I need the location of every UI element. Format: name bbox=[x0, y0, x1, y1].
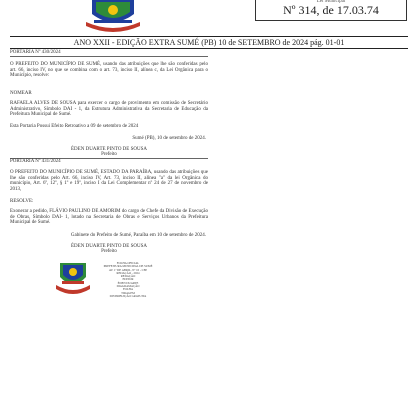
portaria-430-heading: NOMEAR bbox=[10, 91, 32, 96]
footer-line: PREFEITURA MUNICIPAL DE SUMÉ bbox=[103, 264, 153, 269]
portaria-431-heading: RESOLVE: bbox=[10, 199, 34, 204]
banner-text: ANO XXII - EDIÇÃO EXTRA SUMÉ (PB) 10 de SETEMBRO de 2024 pág. 01-01 bbox=[73, 38, 345, 47]
edition-box bbox=[255, 0, 407, 21]
footer-line: REDAÇÃO - 2024 bbox=[116, 270, 140, 275]
portaria-431-place-date: Gabinete do Prefeito de Sumé, Paraíba em 10 de setembro de 2024. bbox=[70, 233, 206, 238]
municipal-logo bbox=[82, 0, 144, 32]
edition-number: Nº 314, de 17.03.74 bbox=[283, 3, 379, 17]
footer-line: EDITOR bbox=[122, 277, 134, 282]
footer-logo bbox=[54, 261, 92, 297]
portaria-431-number: PORTARIA Nº 431/2024 bbox=[10, 159, 61, 164]
portaria-431-signer: ÉDEN DUARTE PINTO DE SOUSA bbox=[71, 244, 147, 249]
footer-line: TIRAGEM bbox=[121, 290, 135, 295]
footer-line: FOLHA bbox=[122, 287, 133, 292]
portaria-430-effect: Esta Portaria Possui Efeito Retroativo a 09 de setembro de 2024 bbox=[10, 124, 139, 129]
footer-line: ÉDEN DUARTE bbox=[117, 280, 139, 285]
portaria-430-number: PORTARIA Nº 430/2024 bbox=[10, 50, 61, 55]
portaria-430-preamble: O PREFEITO DO MUNICÍPIO DE SUMÉ, usando das atribuições que lhe são conferidas pelo art. 66, inciso IV, no que se combina com o art. 73, inciso II, alínea c, da Lei Orgânica para o Município, resolve: bbox=[10, 62, 208, 78]
footer-line: REDAÇÃO bbox=[120, 274, 136, 279]
footer-line: FOLHA OFICIAL bbox=[116, 261, 140, 265]
footer-line: DISTRIBUIÇÃO GRATUITA bbox=[109, 293, 147, 298]
portaria-430-signer: ÉDEN DUARTE PINTO DE SOUSA bbox=[71, 147, 147, 152]
portaria-431-preamble: O PREFEITO DO MUNICÍPIO DE SUMÉ, ESTADO DA PARAÍBA, usando das atribuições que lhe são conferidas pelo Art. 66, inciso IV, Art. 73, inciso II, alínea "a" da lei Orgânica do município, Art. 6º, 12º, § 1º e 19º, inciso I da Lei Complementar nº 24 de 27 de novembro de 2013, bbox=[10, 170, 208, 192]
edition-banner bbox=[10, 36, 408, 49]
portaria-430-signer-title: Prefeito bbox=[101, 152, 117, 157]
portaria-430-body: RAFAELA ALVES DE SOUSA para exercer o cargo de provimento em comissão de Secretário Administrativo, Símbolo DAI - 1, da Estrutura Administrativa da Secretaria de Educação da Prefeitura Municipal de Sumé. bbox=[10, 101, 208, 117]
law-ref: Lei Municipal bbox=[316, 0, 346, 3]
section-divider bbox=[10, 56, 208, 57]
portaria-430-place-date: Sumé (PB), 10 de setembro de 2024. bbox=[132, 136, 206, 141]
portaria-431-signer-title: Prefeito bbox=[101, 249, 117, 254]
portaria-431-body: Exonerar a pedido, FLÁVIO PAULINO DE AMORIM do cargo de Chefe da Divisão de Execução de Obras, Símbolo DAI- 1, lotado na Secretaria de Obras e Serviços Urbanos da Prefeitura Municipal de Sumé. bbox=[10, 209, 208, 225]
footer-credits bbox=[92, 262, 164, 298]
footer-line: AV. 1º DE ABRIL, Nº 10 - CEP bbox=[108, 267, 148, 272]
footer-line: DIAGRAMAÇÃO bbox=[116, 284, 140, 289]
